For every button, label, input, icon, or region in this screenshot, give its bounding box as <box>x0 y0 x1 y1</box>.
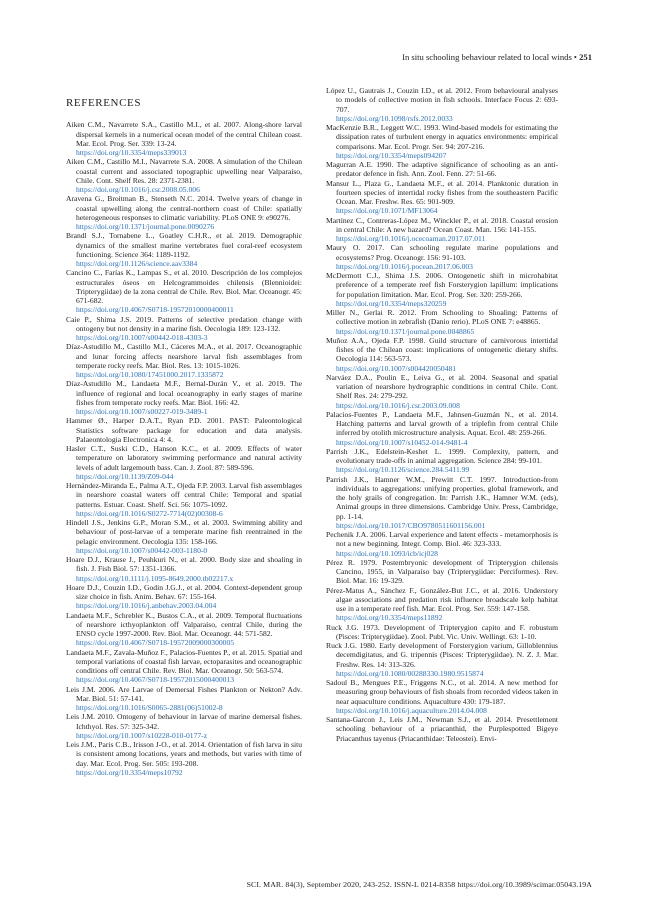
reference-entry <box>66 648 302 685</box>
doi-link[interactable]: https://doi.org/10.1080/00288330.1980.9515874 <box>336 668 484 678</box>
reference-text: Díaz-Astudillo M., Landaeta M.F., Bernal-Durán V., et al. 2019. The influence of regional and local oceanography in early stages of marine fishes from temperate rocky reefs. Mar. Biol. 166: 42. <box>66 379 302 407</box>
doi-link[interactable]: https://doi.org/10.1007/s00442-003-1180-0 <box>76 545 208 555</box>
reference-text: Aravena G., Broitman B., Stenseth N.C. 2014. Twelve years of change in coastal upwelling along the central-northern coast of Chile: spatially heterogeneous responses to climatic variability. PLoS ONE 9: e90276. <box>66 194 302 222</box>
doi-link[interactable]: https://doi.org/10.1071/MF13064 <box>336 206 438 216</box>
doi-link[interactable]: https://doi.org/10.4067/S0718-19572015000400013 <box>76 675 235 685</box>
reference-list-right <box>326 86 558 743</box>
doi-link[interactable]: https://doi.org/10.1007/s00442-018-4303-3 <box>76 333 208 342</box>
reference-entry <box>66 555 302 583</box>
reference-entry <box>326 271 558 308</box>
doi-link[interactable]: https://doi.org/10.1080/17451000.2017.1335872 <box>76 370 224 379</box>
doi-link[interactable]: https://doi.org/10.4067/S0718-19572009000300005 <box>76 638 235 648</box>
reference-text: Narváez D.A., Poulin E., Leiva G., et al. 2004. Seasonal and spatial variation of nearshore hydrographic conditions in central Chile. Cont. Shelf Res. 24: 279-292. <box>326 372 558 401</box>
doi-link[interactable]: https://doi.org/10.1007/s10228-010-0177-z <box>76 730 208 740</box>
reference-entry <box>66 740 302 777</box>
reference-entry <box>326 447 558 475</box>
doi-link[interactable]: https://doi.org/10.1093/icb/icj028 <box>336 548 438 558</box>
doi-link[interactable]: https://doi.org/10.1016/j.csr.2008.05.006 <box>76 185 200 194</box>
reference-text: Pérez-Matus A., Sánchez F., González-But J.C., et al. 2016. Understory algae associations and predation risk influence broadscale kelp habitat use in a temperate reef fish. Mar. Ecol. Prog. Ser. 559: 147-158. <box>326 585 558 613</box>
reference-text: Mansur L., Plaza G., Landaeta M.F., et al. 2014. Planktonic duration in fourteen species of intertidal rocky fishes from the southeastern Pacific Ocean. Mar. Freshw. Res. 65: 901-909. <box>326 178 558 206</box>
doi-link[interactable]: https://doi.org/10.1007/s10452-014-9481-4 <box>336 437 468 447</box>
doi-link[interactable]: https://doi.org/10.1016/j.csr.2003.09.008 <box>336 400 460 410</box>
doi-link[interactable]: https://doi.org/10.1016/j.aquaculture.2014.04.008 <box>336 705 487 715</box>
doi-link[interactable]: https://doi.org/10.1017/CBO9780511601156.001 <box>336 520 486 530</box>
doi-link[interactable]: https://doi.org/10.1126/science.aav3384 <box>76 259 198 268</box>
doi-link[interactable]: https://doi.org/10.4067/S0718-19572010000400011 <box>76 305 234 315</box>
page-number: 251 <box>579 52 592 62</box>
reference-entry <box>326 123 558 160</box>
reference-entry <box>66 481 302 518</box>
doi-link[interactable]: https://doi.org/10.3354/meps094207 <box>336 150 447 160</box>
doi-link[interactable]: https://doi.org/10.1007/s004420050481 <box>336 363 457 373</box>
reference-entry <box>326 410 558 447</box>
reference-entry <box>66 120 302 157</box>
right-column <box>326 86 558 743</box>
reference-text: Muñoz A.A., Ojeda F.P. 1998. Guild structure of carnivorous intertidal fishes of the Chilean coast: implications of ontogenetic dietary shifts. Oecologia 114: 563-573. <box>326 335 558 364</box>
reference-text: Brandl S.J., Tornabene L., Goatley C.H.R., et al. 2019. Demographic dynamics of the smallest marine vertebrates fuel coral-reef ecosystem functioning. Science 364: 1189-1192. <box>66 231 302 259</box>
reference-entry <box>66 416 302 444</box>
doi-link[interactable]: https://doi.org/10.1371/journal.pone.0090276 <box>76 222 215 231</box>
doi-link[interactable]: https://doi.org/10.1111/j.1095-8649.2000.tb02217.x <box>76 573 234 583</box>
reference-entry <box>66 444 302 481</box>
reference-entry <box>326 586 558 623</box>
reference-entry <box>66 583 302 611</box>
reference-entry <box>66 611 302 648</box>
running-title: In situ schooling behaviour related to local winds • <box>402 52 577 62</box>
reference-text: Pechenik J.A. 2006. Larval experience and latent effects - metamorphosis is not a new beginning. Integr. Comp. Biol. 46: 323-333. <box>326 530 558 549</box>
reference-text: Leis J.M. 2006. Are Larvae of Demersal Fishes Plankton or Nekton? Adv. Mar. Biol. 51: 57-141. <box>66 684 302 703</box>
reference-text: Maury O. 2017. Can schooling regulate marine populations and ecosystems? Prog. Oceanogr. 156: 91-103. <box>326 243 558 262</box>
doi-link[interactable]: https://doi.org/10.3354/meps10792 <box>76 767 183 777</box>
reference-entry <box>326 475 558 531</box>
doi-link[interactable]: https://doi.org/10.1007/s00227-019-3489-1 <box>76 407 208 416</box>
doi-link[interactable]: https://doi.org/10.1016/j.ocecoaman.2017.07.011 <box>336 234 486 243</box>
reference-entry <box>66 194 302 231</box>
reference-text: Sadoul B., Mengues P.E., Friggens N.C., et al. 2014. A new method for measuring group behaviours of fish shoals from recorded videos taken in near aquaculture conditions. Aquaculture 430: 179-187. <box>326 678 558 706</box>
reference-text: McDermott C.J., Shima J.S. 2006. Ontogenetic shift in microhabitat preference of a temperate reef fish Forsterygion lapillum: implications for population limitation. Mar. Ecol. Prog. Ser. 320: 259-266. <box>326 271 558 299</box>
reference-entry <box>326 715 558 743</box>
doi-link[interactable]: https://doi.org/10.3354/meps320259 <box>336 298 447 308</box>
reference-text: López U., Gautrais J., Couzin I.D., et al. 2012. From behavioural analyses to models of collective motion in fish schools. Interface Focus 2: 693-707. <box>326 86 558 114</box>
reference-text: Hindell J.S., Jenkins G.P., Moran S.M., et al. 2003. Swimming ability and behaviour of post-larvae of a temperate marine fish reentrained in the pelagic environment. Oecologia 135: 158-166. <box>66 518 302 546</box>
reference-text: Santana-Garcon J., Leis J.M., Newman S.J., et al. 2014. Presettlement schooling behaviour of a priacanthid, the Purplespotted Bigeye Priacanthus tayenus (Priacanthidae: Teleostei). Envi- <box>326 715 558 743</box>
reference-entry <box>66 315 302 343</box>
doi-link[interactable]: https://doi.org/10.1016/S0272-7714(02)00308-6 <box>76 508 223 518</box>
reference-entry <box>326 86 558 123</box>
reference-entry <box>326 336 558 373</box>
reference-entry <box>326 641 558 678</box>
doi-link[interactable]: https://doi.org/10.1139/Z09-044 <box>76 471 174 481</box>
reference-entry <box>66 268 302 314</box>
reference-entry <box>326 243 558 271</box>
reference-entry <box>66 685 302 713</box>
reference-entry <box>326 216 558 244</box>
reference-text: Ruck J.G. 1980. Early development of Forsterygion varium, Gilloblennius decemdigitatus, and G. tripennis (Pisces: Tripterygiidae). N. Z. J. Mar. Freshw. Res. 14: 313-326. <box>326 641 558 669</box>
reference-entry <box>326 160 558 179</box>
reference-entry <box>326 623 558 642</box>
reference-text: Hoare D.J., Couzin I.D., Godin J.G.J., et al. 2004. Context-dependent group size choice in fish. Anim. Behav. 67: 155-164. <box>66 582 302 601</box>
reference-text: Díaz-Astudillo M., Castillo M.I., Cáceres M.A., et al. 2017. Oceanographic and lunar forcing affects nearshore larval fish assemblages from temperate rocky reefs. Mar. Biol. Res. 13: 1015-1026. <box>66 342 302 370</box>
doi-link[interactable]: https://doi.org/10.1126/science.284.5411.99 <box>336 465 470 475</box>
reference-list-left <box>66 120 302 777</box>
reference-text: Hasler C.T., Suski C.D., Hanson K.C., et al. 2009. Effects of water temperature on laboratory swimming performance and natural activity levels of adult largemouth bass. Can. J. Zool. 87: 589-596. <box>66 444 302 472</box>
references-heading: REFERENCES <box>66 97 142 109</box>
reference-entry <box>66 712 302 740</box>
reference-text: Landaeta M.F., Schrebler K., Bustos C.A., et al. 2009. Temporal fluctuations of nearshore icthyoplankton off Valparaíso, central Chile, during the ENSO cycle 1997-2000. Rev. Biol. Mar. Oceanogr. 44: 571-582. <box>66 610 302 638</box>
left-column <box>66 86 302 777</box>
reference-entry <box>66 379 302 416</box>
doi-link[interactable]: https://doi.org/10.1016/j.anbehav.2003.04.004 <box>76 601 217 611</box>
reference-entry <box>66 518 302 555</box>
doi-link[interactable]: https://doi.org/10.1016/S0065-2881(06)51002-8 <box>76 703 223 712</box>
reference-text: Cancino C., Farías K., Lampas S., et al. 2010. Descripción de los complejos estructurales óseos en Helcogrammoides chilensis (Blennioidei: Tripterygiidae) de la zona central de Chile. Rev. Biol. Mar. Oceanogr. 45: 671-682. <box>66 268 302 305</box>
reference-text: Landaeta M.F., Zavala-Muñoz F., Palacios-Fuentes P., et al. 2015. Spatial and temporal variations of coastal fish larvae, ectoparasites and oceanographic conditions off central Chile. Rev. Biol. Mar. Oceanogr. 50: 563-574. <box>66 647 302 675</box>
reference-entry <box>66 342 302 379</box>
reference-entry <box>326 179 558 216</box>
reference-text: Palacios-Fuentes P., Landaeta M.F., Jahnsen-Guzmán N., et al. 2014. Hatching patterns and larval growth of a triplefin from central Chile inferred by otolith microstructure analysis. Aquat. Ecol. 48: 259-266. <box>326 409 558 438</box>
reference-entry <box>326 558 558 586</box>
reference-text: MacKenzie B.R., Leggett W.C. 1993. Wind-based models for estimating the dissipation rates of turbulent energy in aquatics environments: empirical comparisons. Mar. Ecol. Progr. Ser. 94: 207-216. <box>326 123 558 151</box>
reference-text: Leis J.M., Paris C.B., Irisson J-O., et al. 2014. Orientation of fish larva in situ is consistent among locations, years and methods, but varies with time of day. Mar. Ecol. Prog. Ser. 505: 193-208. <box>66 740 302 768</box>
reference-text: Leis J.M. 2010. Ontogeny of behaviour in larvae of marine demersal fishes. Ichthyol. Res. 57: 325-342. <box>66 712 302 731</box>
reference-text: Ruck J.G. 1973. Development of Tripterygion capito and F. robustum (Pisces: Tripterygiidae). Zool. Publ. Vic. Univ. Wellingt. 63: 1-10. <box>326 622 558 641</box>
doi-link[interactable]: https://doi.org/10.1016/j.pocean.2017.06.003 <box>336 261 473 271</box>
reference-text: Parrish J.K., Hamner W.M., Prewitt C.T. 1997. Introduction-from individuals to aggregations: unifying properties, global framework, and the holy grails of congregation. In: Parrish J.K., Hamner W.M. (eds), Animal groups in three dimensions. Cambridge Univ. Press, Cambridge, pp. 1-14. <box>326 474 558 521</box>
reference-entry <box>326 530 558 558</box>
reference-text: Hoare D.J., Krause J., Peuhkuri N., et al. 2000. Body size and shoaling in fish. J. Fish Biol. 57: 1351-1366. <box>66 555 302 574</box>
reference-text: Hernández-Miranda E., Palma A.T., Ojeda F.P. 2003. Larval fish assemblages in nearshore coastal waters off central Chile: Temporal and spatial patterns. Estuar. Coast. Shelf. Sci. 56: 1075-1092. <box>66 481 302 509</box>
reference-entry <box>66 157 302 194</box>
reference-text: Martínez C., Contreras-López M., Winckler P., et al. 2018. Coastal erosion in central Chile: A new hazard? Ocean Coast. Man. 156: 141-155. <box>326 215 558 234</box>
reference-text: Aiken C.M., Navarrete S.A., Castillo M.I., et al. 2007. Along-shore larval dispersal kernels in a numerical ocean model of the central Chilean coast. Mar. Ecol. Prog. Ser. 339: 13-24. <box>66 120 302 148</box>
running-header <box>402 52 592 62</box>
doi-link[interactable]: https://doi.org/10.1098/rsfs.2012.0033 <box>336 113 453 123</box>
reference-text: Hammer Ø., Harper D.A.T., Ryan P.D. 2001. PAST: Paleontological Statistics software package for education and data analysis. Palaeontologia Electronica 4: 4. <box>66 416 302 444</box>
reference-text: Pérez R. 1979. Postembryonic development of Tripterygion chilensis Cancino, 1955, in Valparaíso bay (Tripterygiidae: Perciformes). Rev. Biol. Mar. 16: 19-329. <box>326 557 558 586</box>
reference-entry <box>326 373 558 410</box>
doi-link[interactable]: https://doi.org/10.1371/journal.pone.0048865 <box>336 326 475 336</box>
reference-text: Caie P., Shima J.S. 2019. Patterns of selective predation change with ontogeny but not density in a marine fish. Oecologia 189: 123-132. <box>66 314 302 333</box>
page-footer: SCI. MAR. 84(3), September 2020, 243-252. ISSN-L 0214-8358 https://doi.org/10.3989/scimar.05043.19A <box>246 880 592 889</box>
reference-entry <box>66 231 302 268</box>
reference-entry <box>326 308 558 336</box>
reference-entry <box>326 678 558 715</box>
doi-link[interactable]: https://doi.org/10.3354/meps339013 <box>76 148 187 157</box>
doi-link[interactable]: https://doi.org/10.3354/meps11892 <box>336 613 443 623</box>
reference-text: Miller N., Gerlai R. 2012. From Schooling to Shoaling: Patterns of collective motion in zebrafish (Danio rerio). PLoS ONE 7: e48865. <box>326 308 558 327</box>
reference-text: Parrish J.K., Edelstein-Keshet L. 1999. Complexity, pattern, and evolutionary trade-offs in animal aggregation. Science 284: 99-101. <box>326 446 558 465</box>
reference-text: Aiken C.M., Castillo M.I., Navarrete S.A. 2008. A simulation of the Chilean coastal current and associated topographic upwelling near Valparaíso, Chile. Cont. Shelf Res. 28: 2371-2381. <box>66 157 302 185</box>
reference-text: Magurran A.E. 1990. The adaptive significance of schooling as an anti-predator defence in fish. Ann. Zool. Fenn. 27: 51-66. <box>326 160 558 179</box>
